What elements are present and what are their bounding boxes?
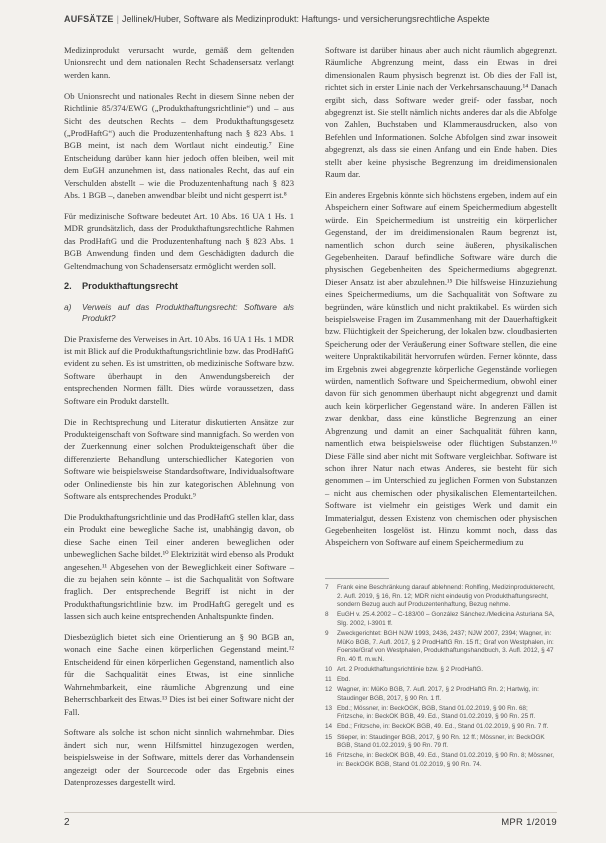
footnote-text: EuGH v. 25.4.2002 – C-183/00 – González Sánchez./Medicina Asturiana SA, Slg. 2002, I-3901 ff. [337,611,555,627]
footnote-text: Ebd. [337,675,351,683]
footnote-text: Zweckgerichtet: BGH NJW 1993, 2436, 2437; NJW 2007, 2394; Wagner, in: MüKo BGB, 7. Aufl. 2017, § 2 ProdHaftG Rn. 15 ff.; Graf von Westphalen, in: Foerste/Graf von Westphalen, Produkthaftungshandbuch, 3. Aufl. 2012, § 47 Rn. 40 ff. m.w.N. [337,629,554,663]
footnote [325,630,557,664]
footnote-number: 8 [325,611,329,619]
footnote [325,723,557,732]
footnote-number: 14 [325,723,333,731]
section-label: AUFSÄTZE [64,14,114,24]
right-column [325,44,557,557]
footnotes [325,584,557,771]
footnote-text: Stieper, in: Staudinger BGB, 2017, § 90 Rn. 12 ff.; Mössner, in: BeckOGK BGB, Stand 01.02.2019, § 90 Rn. 79 ff. [337,733,545,750]
running-header [64,14,554,24]
footnote-text: Fritzsche, in: BeckOK BGB, 49. Ed., Stand 01.02.2019, § 90 Rn. 8; Mössner, in: BeckOGK BGB, Stand 01.02.2019, § 90 Rn. 74. [337,752,555,768]
footnote [325,611,557,628]
subsection-number: a) [64,301,72,312]
footnote-rule [325,578,389,579]
footnote [325,676,557,685]
subsection-title: Verweis auf das Produkthaftungsrecht: Software als Produkt? [82,301,294,324]
left-column [64,44,294,797]
footnote [325,705,557,722]
header-separator: | [116,14,119,24]
footnote [325,752,557,769]
footnote-number: 7 [325,584,329,591]
paragraph: Für medizinische Software bedeutet Art. 10 Abs. 16 UA 1 Hs. 1 MDR grundsätzlich, dass der Produkthaftungsrechtliche Rahmen das ProdHaftG und die Produzentenhaftung nach § 823 Abs. 1 BGB Anwendung finden und dem Geschädigten dadurch die Geltendmachung von Schadensersatz ermöglicht werden soll. [64,210,294,271]
footnote [325,686,557,703]
section-title: Produkthaftungsrecht [82,281,178,292]
paragraph: Die Praxisferne des Verweises in Art. 10 Abs. 16 UA 1 Hs. 1 MDR ist mit Blick auf die Produkthaftungsrichtlinie bzw. das ProdHaftG evident zu sehen. Es ist umstritten, ob medizinische Software bzw. Software überhaupt in den Anwendungsbereich der entsprechenden Normen fällt. Dies würde voraussetzen, dass Software ein Produkt darstellt. [64,333,294,406]
paragraph: Ein anderes Ergebnis könnte sich höchstens ergeben, indem auf ein Abspeichern einer Software auf einem Speichermedium abgestellt würde. Ein Speichermedium ist unstreitig ein körperlicher Gegenstand, der im dreidimensionalen Raum begrenzt ist, namentlich schon durch seine äußeren, physikalischen Gegebenheiten. Darauf befindliche Software wäre durch die physischen Gegebenheiten des Speichermediums abgegrenzt. Dieser Ansatz ist aber abzulehnen.¹⁵ Die hilfsweise Hinzuziehung eines Speichermediums, um die Sachqualität von Software zu begründen, wäre künstlich und nicht praktikabel. Es würden sich beispielsweise Fragen im Zusammenhang mit der Dauerhaftigkeit bzw. Flüchtigkeit der Speicherung, der lokalen bzw. cloudbasierten Speicherung oder der Veräußerung einer Software stellen, die eine weitere Unpraktikabilität hervorrufen würden. Ferner könnte, dass im Ergebnis zwei abgegrenzte körperliche Gegenstände vorliegen würden, namentlich Software und Speichermedium, obwohl einer davon für sich genommen überhaupt nicht abgegrenzt und damit auch kein körperlicher Gegenstand wäre. In anderen Fällen ist zwar denkbar, dass eine künstliche Begrenzung an einer Abgrenzung und damit an einer Sachqualität führen kann, namentlich etwa beispielsweise oder flüchtigen Substanzen.¹⁶ Diese Fälle sind aber nicht mit Software vergleichbar. Software ist schon ihrer Natur nach etwas Anderes, sie besteht für sich genommen – im Unterschied zu jeglichen Formen von Substanzen – nicht aus chemischen oder physikalischen Elementarteilchen. Software ist vielmehr ein geistiges Werk und damit ein Immaterialgut, dessen Existenz von chemischen oder physischen Gegebenheiten losgelöst ist. Hinzu kommt noch, dass das Abspeichern von Software auf einem Speichermedium zu [325,189,557,548]
section-heading [64,280,294,292]
paragraph: Diesbezüglich bietet sich eine Orientierung an § 90 BGB an, wonach eine Sache einen körperlichen Gegenstand meint.¹² Entscheidend für einen körperlichen Gegenstand, namentlich also für die Sachqualität eines Etwas, ist eine sinnliche Wahrnehmbarkeit, eine räumliche Abgrenzung und eine Beherrschbarkeit des Etwas.¹³ Dies ist bei einer Software nicht der Fall. [64,632,294,717]
footnote [325,666,557,675]
footnote-number: 11 [325,675,332,683]
footnote-number: 13 [325,704,333,712]
paragraph: Medizinprodukt verursacht wurde, gemäß dem geltenden Unionsrecht und dem nationalen Recht Schadensersatz verlangt werden kann. [64,45,294,80]
footnote-number: 16 [325,752,333,760]
footnote-number: 12 [325,686,333,694]
paragraph: Ob Unionsrecht und nationales Recht in diesem Sinne neben der Richtlinie 85/374/EWG („Produkthaftungsrichtlinie“) und – aus Sicht des deutschen Rechts – dem Produkthaftungsgesetz („ProdHaftG“) auch die Produzentenhaftung nach § 823 Abs. 1 BGB meint, ist nach dem Wortlaut nicht eindeutig.⁷ Eine Entscheidung darüber kann hier jedoch offen bleiben, weil mit dem EuGH anzunehmen ist, dass nationales Recht, das auf ein Verschulden abstellt – wie die Produzentenhaftung nach § 823 Abs. 1 BGB –, daneben anwendbar bleibt und nicht gesperrt ist.⁸ [64,90,294,200]
footnote-text: Wagner, in: MüKo BGB, 7. Aufl. 2017, § 2 ProdHaftG Rn. 2; Hartwig, in: Staudinger BGB, 2017, § 90 Rn. 1 ff. [337,686,539,702]
footnote [325,584,557,610]
footnote [325,734,557,751]
paragraph: Die in Rechtsprechung und Literatur diskutierten Ansätze zur Produkteigenschaft von Software sind mannigfach. So werden von der Zuerkennung einer solchen Produkteigenschaft über die differenzierte Behandlung unterschiedlicher Kategorien von Software wie beispielsweise Standardsoftware, Individualsoftware oder Onlinedienste bis hin zur kategorischen Ablehnung von Software als entsprechendes Produkt.⁹ [64,416,294,501]
footnote-number: 15 [325,733,333,741]
footnote-text: Ebd.; Fritzsche, in: BeckOK BGB, 49. Ed., Stand 01.02.2019, § 90 Rn. 7 ff. [337,723,549,731]
footer-rule [64,812,557,813]
running-title: Jellinek/Huber, Software als Medizinprodukt: Haftungs- und versicherungsrechtliche Aspekte [121,14,490,24]
journal-issue: MPR 1/2019 [501,817,557,828]
paragraph: Software als solche ist schon nicht sinnlich wahrnehmbar. Dies ändert sich nur, wenn Hilfsmittel hinzugezogen werden, beispielsweise in der Software, mittels derer das Vorhandensein angezeigt oder der Sourcecode oder das Ergebnis eines Datenprozesses dargestellt wird. [64,727,294,788]
footnote-text: Ebd.; Mössner, in: BeckOGK, BGB, Stand 01.02.2019, § 90 Rn. 68; Fritzsche, in: BeckOK BGB, 49. Ed., Stand 01.02.2019, § 90 Rn. 25 ff. [337,704,536,721]
page-number: 2 [64,817,70,828]
section-number: 2. [64,281,72,292]
footnote-number: 10 [325,665,333,673]
footnote-text: Frank eine Beschränkung darauf ablehnend: Rohlfing, Medizinprodukterecht, 2. Aufl. 2019, § 16, Rn. 12; MDR nicht eindeutig von Produkthaftungsrecht, sondern Bezug auch auf Produzentenhaftung, Bezug nehme. [337,584,555,609]
paragraph: Software ist darüber hinaus aber auch nicht räumlich abgegrenzt. Räumliche Abgrenzung meint, dass ein Etwas in drei dimensionalen Raum physisch begrenzt ist. Ob dies der Fall ist, richtet sich in erster Linie nach der Verkehrsanschauung.¹⁴ Danach ergibt sich, dass Software weder greif- oder fassbar, noch abgegrenzt ist. Sie stellt nämlich nichts anderes dar als die Abfolge von Zahlen, Buchstaben und Klammerausdrucken, also von Befehlen und Informationen. Solche Abfolgen sind zwar insoweit abgegrenzt, als dass sie einen Anfang und ein Ende haben. Dies stellt aber keine physische Begrenzung im dreidimensionalen Raum dar. [325,45,557,180]
footnote-text: Art. 2 Produkthaftungsrichtlinie bzw. § 2 ProdHaftG. [337,665,483,673]
subsection-heading [64,302,294,325]
paragraph: Die Produkthaftungsrichtlinie und das ProdHaftG stellen klar, dass ein Produkt eine bewegliche Sache ist, unabhängig davon, ob diese Sache einen Teil einer anderen beweglichen oder unbeweglichen Sache bildet.¹⁰ Elektrizität wird ebenso als Produkt angesehen.¹¹ Abgesehen von der Beweglichkeit einer Software – die zu bejahen sein könnte – ist die Sachqualität von Software fraglich. Der entsprechende Begriff ist nicht in der Produkthaftungsrichtlinie bzw. im ProdHaftG geregelt und es lassen sich auch keine entsprechenden Anhaltspunkte finden. [64,511,294,622]
footnote-number: 9 [325,629,329,637]
